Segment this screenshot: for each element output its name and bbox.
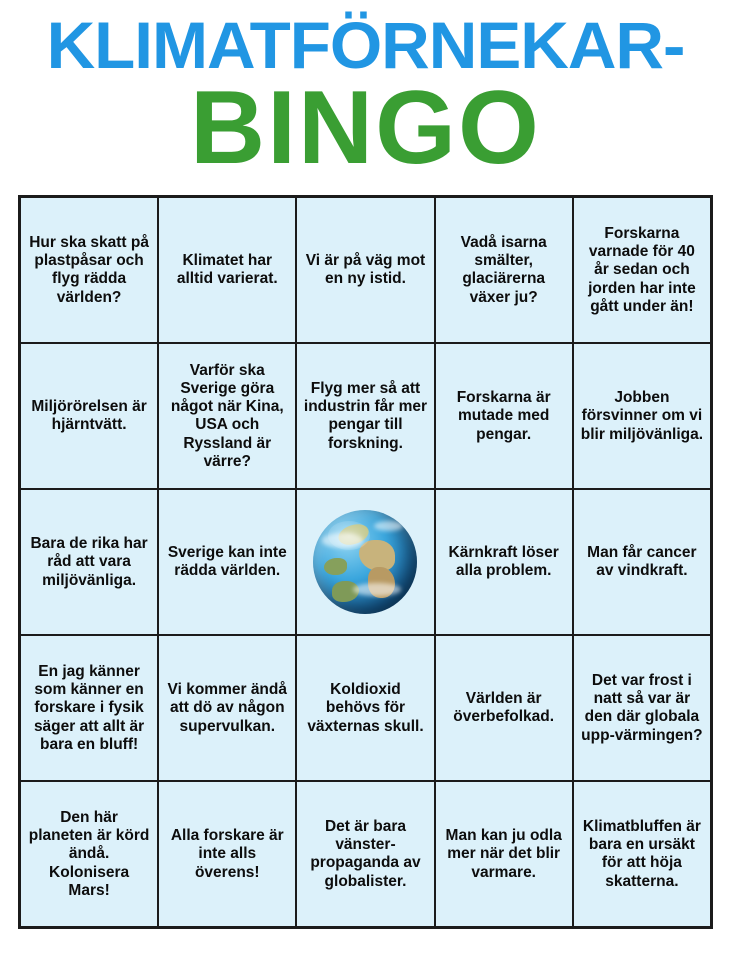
bingo-cell[interactable]: Varför ska Sverige göra något när Kina, USA och Ryssland är värre? xyxy=(158,343,296,489)
bingo-cell[interactable]: Bara de rika har råd att vara miljövänliga. xyxy=(20,489,159,635)
table-row xyxy=(20,635,712,781)
bingo-cell[interactable]: Världen är överbefolkad. xyxy=(435,635,573,781)
bingo-cell[interactable]: Vadå isarna smälter, glaciärerna växer ju? xyxy=(435,197,573,344)
bingo-cell[interactable]: Det var frost i natt så var är den där globala upp-värmingen? xyxy=(573,635,712,781)
bingo-cell[interactable]: Klimatet har alltid varierat. xyxy=(158,197,296,344)
table-row xyxy=(20,489,712,635)
table-row xyxy=(20,197,712,344)
bingo-cell[interactable]: En jag känner som känner en forskare i fysik säger att allt är bara en bluff! xyxy=(20,635,159,781)
bingo-grid xyxy=(18,195,713,929)
bingo-cell[interactable]: Alla forskare är inte alls överens! xyxy=(158,781,296,928)
table-row xyxy=(20,781,712,928)
bingo-cell[interactable]: Det är bara vänster-propaganda av globalister. xyxy=(296,781,434,928)
bingo-cell[interactable]: Sverige kan inte rädda världen. xyxy=(158,489,296,635)
bingo-cell[interactable]: Klimatbluffen är bara en ursäkt för att höja skatterna. xyxy=(573,781,712,928)
bingo-cell[interactable]: Jobben försvinner om vi blir miljövänliga. xyxy=(573,343,712,489)
poster-title xyxy=(0,0,731,186)
title-line-two: BINGO xyxy=(190,69,541,186)
bingo-cell[interactable]: Koldioxid behövs för växternas skull. xyxy=(296,635,434,781)
bingo-cell[interactable]: Miljörörelsen är hjärntvätt. xyxy=(20,343,159,489)
bingo-cell[interactable]: Forskarna är mutade med pengar. xyxy=(435,343,573,489)
bingo-cell[interactable]: Vi är på väg mot en ny istid. xyxy=(296,197,434,344)
title-line-one: KLIMATFÖRNEKAR- xyxy=(46,8,685,82)
bingo-grid-wrapper xyxy=(0,177,731,949)
bingo-cell[interactable]: Forskarna varnade för 40 år sedan och jorden har inte gått under än! xyxy=(573,197,712,344)
bingo-cell[interactable]: Man kan ju odla mer när det blir varmare. xyxy=(435,781,573,928)
bingo-cell[interactable]: Kärnkraft löser alla problem. xyxy=(435,489,573,635)
earth-globe-icon xyxy=(313,510,417,614)
bingo-cell[interactable]: Vi kommer ändå att dö av någon supervulkan. xyxy=(158,635,296,781)
table-row xyxy=(20,343,712,489)
bingo-cell[interactable]: Hur ska skatt på plastpåsar och flyg rädda världen? xyxy=(20,197,159,344)
bingo-cell[interactable]: Den här planeten är körd ändå. Kolonisera Mars! xyxy=(20,781,159,928)
bingo-cell[interactable]: Man får cancer av vindkraft. xyxy=(573,489,712,635)
bingo-cell[interactable]: Flyg mer så att industrin får mer pengar till forskning. xyxy=(296,343,434,489)
bingo-free-cell[interactable] xyxy=(296,489,434,635)
